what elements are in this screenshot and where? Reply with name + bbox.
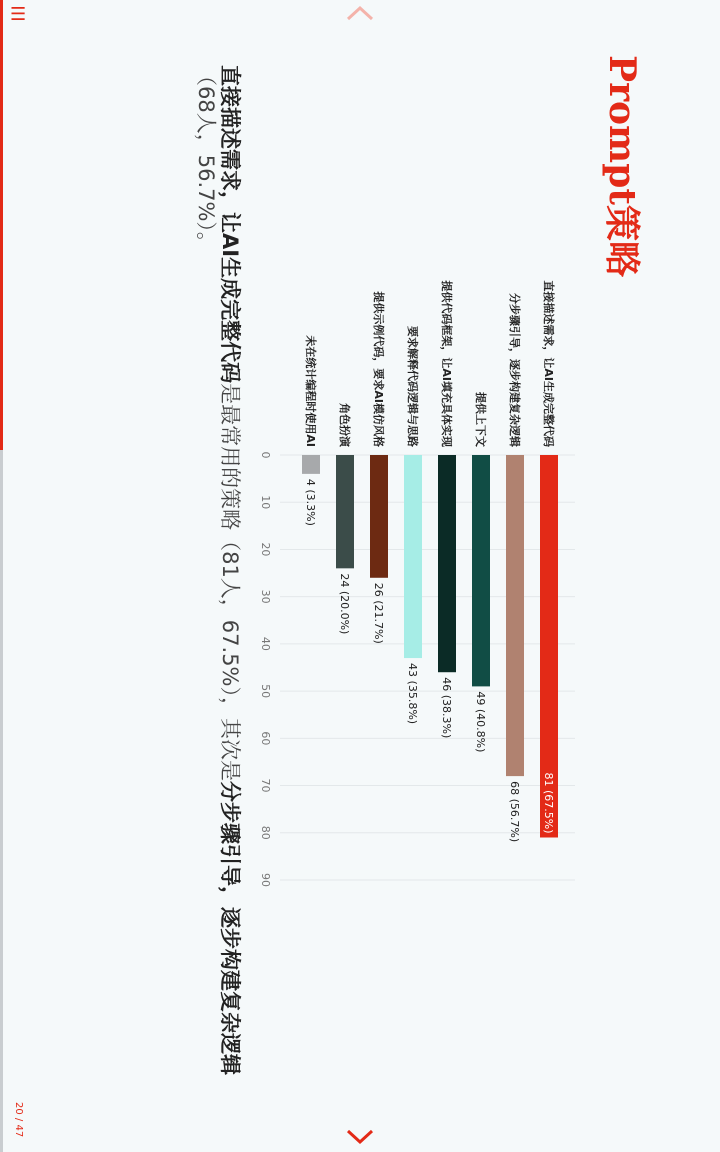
x-tick-label: 40 [259,636,272,651]
data-label: 46 (38.3%) [440,677,453,739]
bar [370,455,388,578]
data-label: 24 (20.0%) [338,573,351,635]
data-label: 43 (35.8%) [406,663,419,725]
x-tick-label: 80 [259,825,272,840]
bar [336,455,354,568]
bar [438,455,456,672]
bar [472,455,490,686]
menu-icon[interactable]: ☰ [10,4,27,25]
category-label: 角色扮演 [338,403,351,447]
x-tick-label: 0 [259,451,272,459]
category-label: 直接描述需求，让AI生成完整代码 [542,280,555,447]
category-label: 未在统计编程时使用AI [304,335,317,447]
x-tick-label: 50 [259,684,272,699]
slide-title: Prompt策略 [601,55,643,277]
summary-highlight-2: 分步骤引导，逐步构建复杂逻辑 [218,781,242,1076]
data-label: 26 (21.7%) [372,582,385,644]
bar [506,455,524,776]
data-label: 81 (67.5%) [542,772,555,834]
data-label: 68 (56.7%) [508,781,521,843]
x-tick-label: 10 [259,495,272,510]
bar [404,455,422,658]
data-label: 49 (40.8%) [474,691,487,753]
x-tick-label: 70 [259,778,272,793]
x-tick-label: 60 [259,731,272,746]
bar [302,455,320,474]
summary-text [194,65,242,1095]
summary-text-4: （68人，56.7%）。 [194,65,218,253]
category-label: 提供代码框架，让AI填充具体实现 [440,280,453,447]
summary-text-2: 是最常用的策略（81人，67.5%），其次是 [218,383,242,782]
x-tick-label: 20 [259,542,272,557]
summary-highlight-1: 直接描述需求，让AI生成完整代码 [218,65,242,384]
page-indicator: 20 / 47 [13,1102,24,1138]
x-tick-label: 30 [259,589,272,604]
category-label: 提供上下文 [474,392,487,447]
category-label: 提供示例代码，要求AI模仿风格 [372,291,385,447]
category-label: 要求解释代码逻辑与思路 [406,326,419,447]
data-label: 4 (3.3%) [304,478,317,526]
x-tick-label: 90 [259,873,272,887]
category-label: 分步骤引导，逐步构建复杂逻辑 [508,293,521,447]
